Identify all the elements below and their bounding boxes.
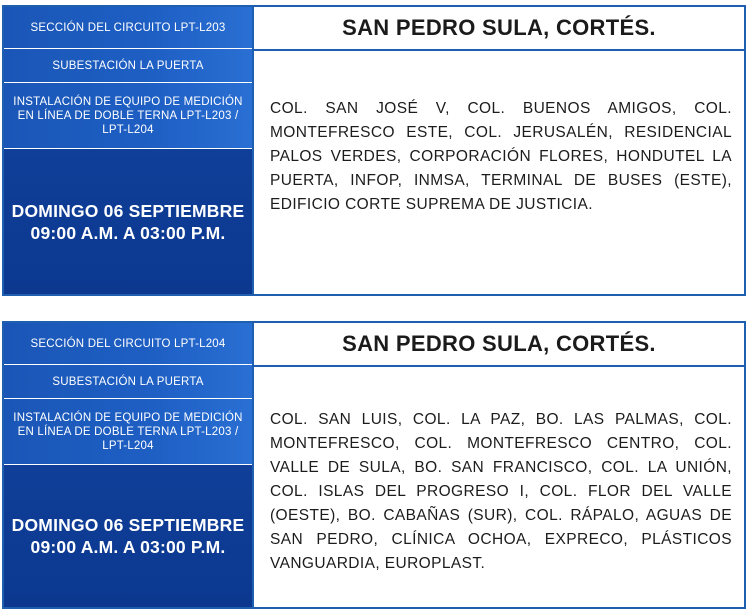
affected-areas: COL. SAN JOSÉ V, COL. BUENOS AMIGOS, COL. MONTEFRESCO ESTE, COL. JERUSALÉN, RESIDENCIAL PALOS VERDES, CORPORACIÓN FLORES, HONDUTEL LA PUERTA, INFOP, INMSA, TERMINAL DE BUSES (ESTE), EDIFICIO CORTE SUPREMA DE JUSTICIA. [270, 99, 732, 213]
time-label: 09:00 A.M. A 03:00 P.M. [30, 222, 226, 243]
date-label: DOMINGO 06 SEPTIEMBRE [11, 200, 245, 221]
affected-areas-box [254, 51, 744, 294]
outage-card [2, 321, 746, 609]
schedule-panel [4, 7, 252, 294]
date-time [4, 149, 252, 294]
substation: SUBESTACIÓN LA PUERTA [4, 365, 252, 399]
location-panel [252, 323, 744, 607]
circuit-section: SECCIÓN DEL CIRCUITO LPT-L203 [4, 7, 252, 49]
date-label: DOMINGO 06 SEPTIEMBRE [11, 515, 245, 535]
schedule-panel [4, 323, 252, 607]
city-title: SAN PEDRO SULA, CORTÉS. [254, 323, 744, 367]
outage-card [2, 5, 746, 296]
circuit-section: SECCIÓN DEL CIRCUITO LPT-L204 [4, 323, 252, 365]
work-description: INSTALACIÓN DE EQUIPO DE MEDICIÓN EN LÍNEA DE DOBLE TERNA LPT-L203 / LPT-L204 [4, 83, 252, 149]
affected-areas: COL. SAN LUIS, COL. LA PAZ, BO. LAS PALMAS, COL. MONTEFRESCO, COL. MONTEFRESCO CENTRO, COL. VALLE DE SULA, BO. SAN FRANCISCO, COL. LA UNIÓN, COL. ISLAS DEL PROGRESO I, COL. FLOR DEL VALLE (OESTE), BO. CABAÑAS (SUR), COL. RÁPALO, AGUAS DE SAN PEDRO, CLÍNICA OCHOA, EXPRECO, PLÁSTICOS VANGUARDIA, EUROPLAST. [270, 411, 732, 572]
work-description: INSTALACIÓN DE EQUIPO DE MEDICIÓN EN LÍNEA DE DOBLE TERNA LPT-L203 / LPT-L204 [4, 399, 252, 465]
substation: SUBESTACIÓN LA PUERTA [4, 49, 252, 83]
city-title: SAN PEDRO SULA, CORTÉS. [254, 7, 744, 51]
affected-areas-box [254, 367, 744, 607]
date-time [4, 465, 252, 607]
location-panel [252, 7, 744, 294]
time-label: 09:00 A.M. A 03:00 P.M. [30, 537, 226, 557]
